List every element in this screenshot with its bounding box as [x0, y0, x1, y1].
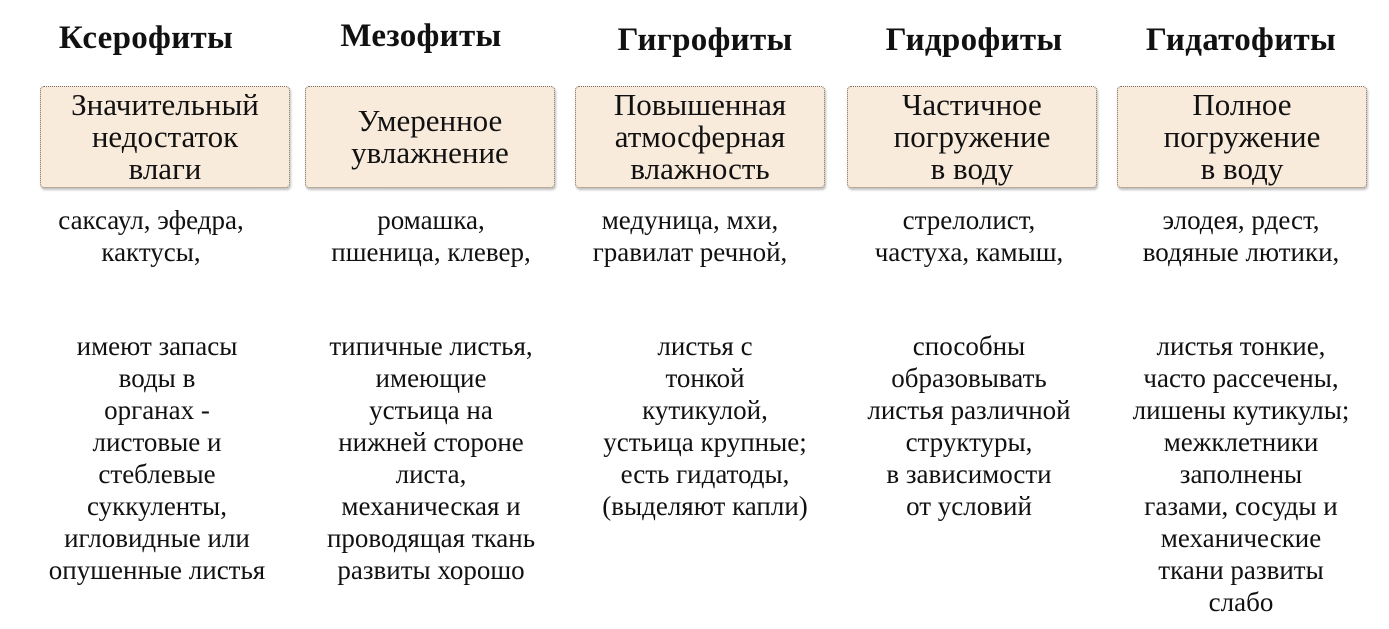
- column-hydrophytes: [840, 0, 1108, 629]
- condition-box: Умеренное увлажнение: [305, 86, 555, 188]
- condition-box: Частичное погружение в воду: [847, 86, 1097, 188]
- features-text: листья с тонкой кутикулой, устьица крупные; есть гидатоды, (выделяют капли): [602, 331, 808, 521]
- column-title: Гидрофиты: [885, 22, 1063, 58]
- features-text: типичные листья, имеющие устьица на нижней стороне листа, механическая и проводящая ткань развиты хорошо: [326, 331, 536, 585]
- examples-text: саксаул, эфедра, кактусы,: [58, 205, 244, 267]
- features-text: имеют запасы воды в органах - листовые и стеблевые суккуленты, игловидные или опушенные листья: [48, 331, 266, 585]
- column-title: Мезофиты: [340, 18, 502, 54]
- examples-text: медуница, мхи, гравилат речной,: [592, 205, 788, 267]
- column-hydatophytes: [1110, 0, 1382, 629]
- examples-text: стрелолист, частуха, камыш,: [874, 205, 1064, 267]
- column-mesophytes: [300, 0, 562, 629]
- condition-box: Полное погружение в воду: [1117, 86, 1367, 188]
- features-text: способны образовывать листья различной структуры, в зависимости от условий: [867, 331, 1071, 521]
- column-title: Гигрофиты: [617, 22, 793, 58]
- examples-text: элодея, рдест, водяные лютики,: [1142, 205, 1340, 267]
- column-xerophytes: [20, 0, 292, 629]
- examples-text: ромашка, пшеница, клевер,: [331, 205, 531, 267]
- condition-box: Значительный недостаток влаги: [40, 86, 290, 188]
- features-text: листья тонкие, часто рассечены, лишены кутикулы; межклетники заполнены газами, сосуды и механические ткани развиты слабо: [1132, 331, 1350, 617]
- column-title: Ксерофиты: [58, 20, 234, 56]
- column-hygrophytes: [570, 0, 840, 629]
- condition-box: Повышенная атмосферная влажность: [575, 86, 825, 188]
- column-title: Гидатофиты: [1145, 22, 1337, 58]
